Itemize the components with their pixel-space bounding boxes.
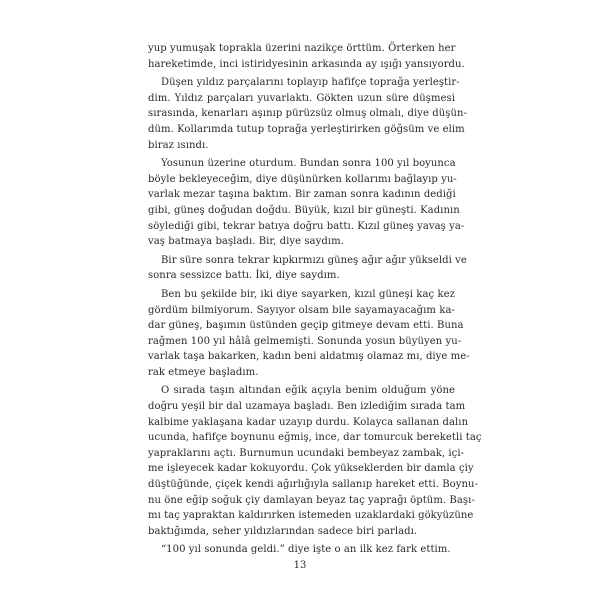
paragraph <box>148 75 467 156</box>
text-line: mı taç yapraktan kaldırırken istemeden uzaklardaki gökyüzüne <box>148 510 474 522</box>
text-line: doğru yeşil bir dal uzamaya başladı. Ben izlediğim sırada tam <box>148 401 466 413</box>
text-line: Yosunun üzerine oturdum. Bundan sonra 100 yıl boyunca <box>161 158 456 170</box>
text-line: kalbime yaklaşana kadar uzayıp durdu. Kolayca sallanan dalın <box>148 416 469 428</box>
paragraph <box>148 41 465 75</box>
text-line: vaş batmaya başladı. Bir, diye saydım. <box>148 236 344 248</box>
text-line: yapraklarını açtı. Burnumun ucundaki bembeyaz zambak, içi- <box>148 447 465 459</box>
text-line: O sırada taşın altından eğik açıyla benim olduğum yöne <box>161 385 455 397</box>
paragraph <box>148 156 465 253</box>
text-line: nu öne eğip soğuk çiy damlayan beyaz taç yaprağı öptüm. Başı- <box>148 494 475 506</box>
text-line: düştüğünde, çiçek kendi ağırlığıyla sallanıp hareket etti. Boynu- <box>148 479 478 491</box>
body-text <box>148 41 482 558</box>
text-line: gibi, güneş doğudan doğdu. Büyük, kızıl bir güneşti. Kadının <box>148 204 460 216</box>
text-line: rak etmeye başladım. <box>148 366 259 378</box>
text-line: dar güneş, başımın üstünden geçip gitmeye devam etti. Buna <box>148 320 464 332</box>
paragraph <box>148 253 467 287</box>
text-line: sonra sessizce battı. İki, diye saydım. <box>148 270 340 282</box>
text-line: Ben bu şekilde bir, iki diye sayarken, kızıl güneşi kaç kez <box>161 288 455 300</box>
paragraph <box>148 383 482 542</box>
text-line: düm. Kollarımda tutup toprağa yerleştirirken göğsüm ve elim <box>148 123 465 135</box>
text-line: yup yumuşak toprakla üzerini nazikçe örttüm. Örterken her <box>148 43 456 54</box>
text-line: sırasında, kenarları aşınıp pürüzsüz olmuş olmalı, diye düşün- <box>148 108 467 120</box>
text-line: Düşen yıldız parçalarını toplayıp hafifçe toprağa yerleştir- <box>161 77 460 89</box>
page-number: 13 <box>293 560 307 571</box>
text-line: böyle bekleyeceğim, diye düşünürken kollarımı bağlayıp yu- <box>148 173 457 185</box>
text-line: gördüm bilmiyorum. Sayıyor olsam bile sayamayacağım ka- <box>148 304 455 316</box>
text-line: dim. Yıldız parçaları yuvarlaktı. Gökten uzun süre düşmesi <box>148 92 455 104</box>
text-line: “100 yıl sonunda geldi.” diye işte o an ilk kez fark ettim. <box>161 544 451 556</box>
paragraph <box>148 542 455 558</box>
text-line: söylediği gibi, tekrar batıya doğru battı. Kızıl güneş yavaş ya- <box>148 220 465 232</box>
text-line: baktığımda, seher yıldızlarından sadece biri parladı. <box>148 525 418 537</box>
paragraph <box>148 287 470 384</box>
text-line: biraz ısındı. <box>148 139 209 151</box>
text-line: me işleyecek kadar kokuyordu. Çok yükseklerden bir damla çiy <box>148 463 474 475</box>
text-line: rağmen 100 yıl hâlâ gelmemişti. Sonunda yosun büyüyen yu- <box>148 335 462 347</box>
text-line: varlak taşa bakarken, kadın beni aldatmış olamaz mı, diye me- <box>148 351 470 363</box>
text-line: varlak mezar taşına baktım. Bir zaman sonra kadının dediği <box>148 189 456 201</box>
text-line: ucunda, hafifçe boynunu eğmiş, ince, dar tomurcuk bereketli taç <box>148 432 482 444</box>
text-line: Bir süre sonra tekrar kıpkırmızı güneş ağır ağır yükseldi ve <box>161 254 467 266</box>
text-line: hareketimde, inci istiridyesinin arkasında ay ışığı yansıyordu. <box>148 58 465 70</box>
